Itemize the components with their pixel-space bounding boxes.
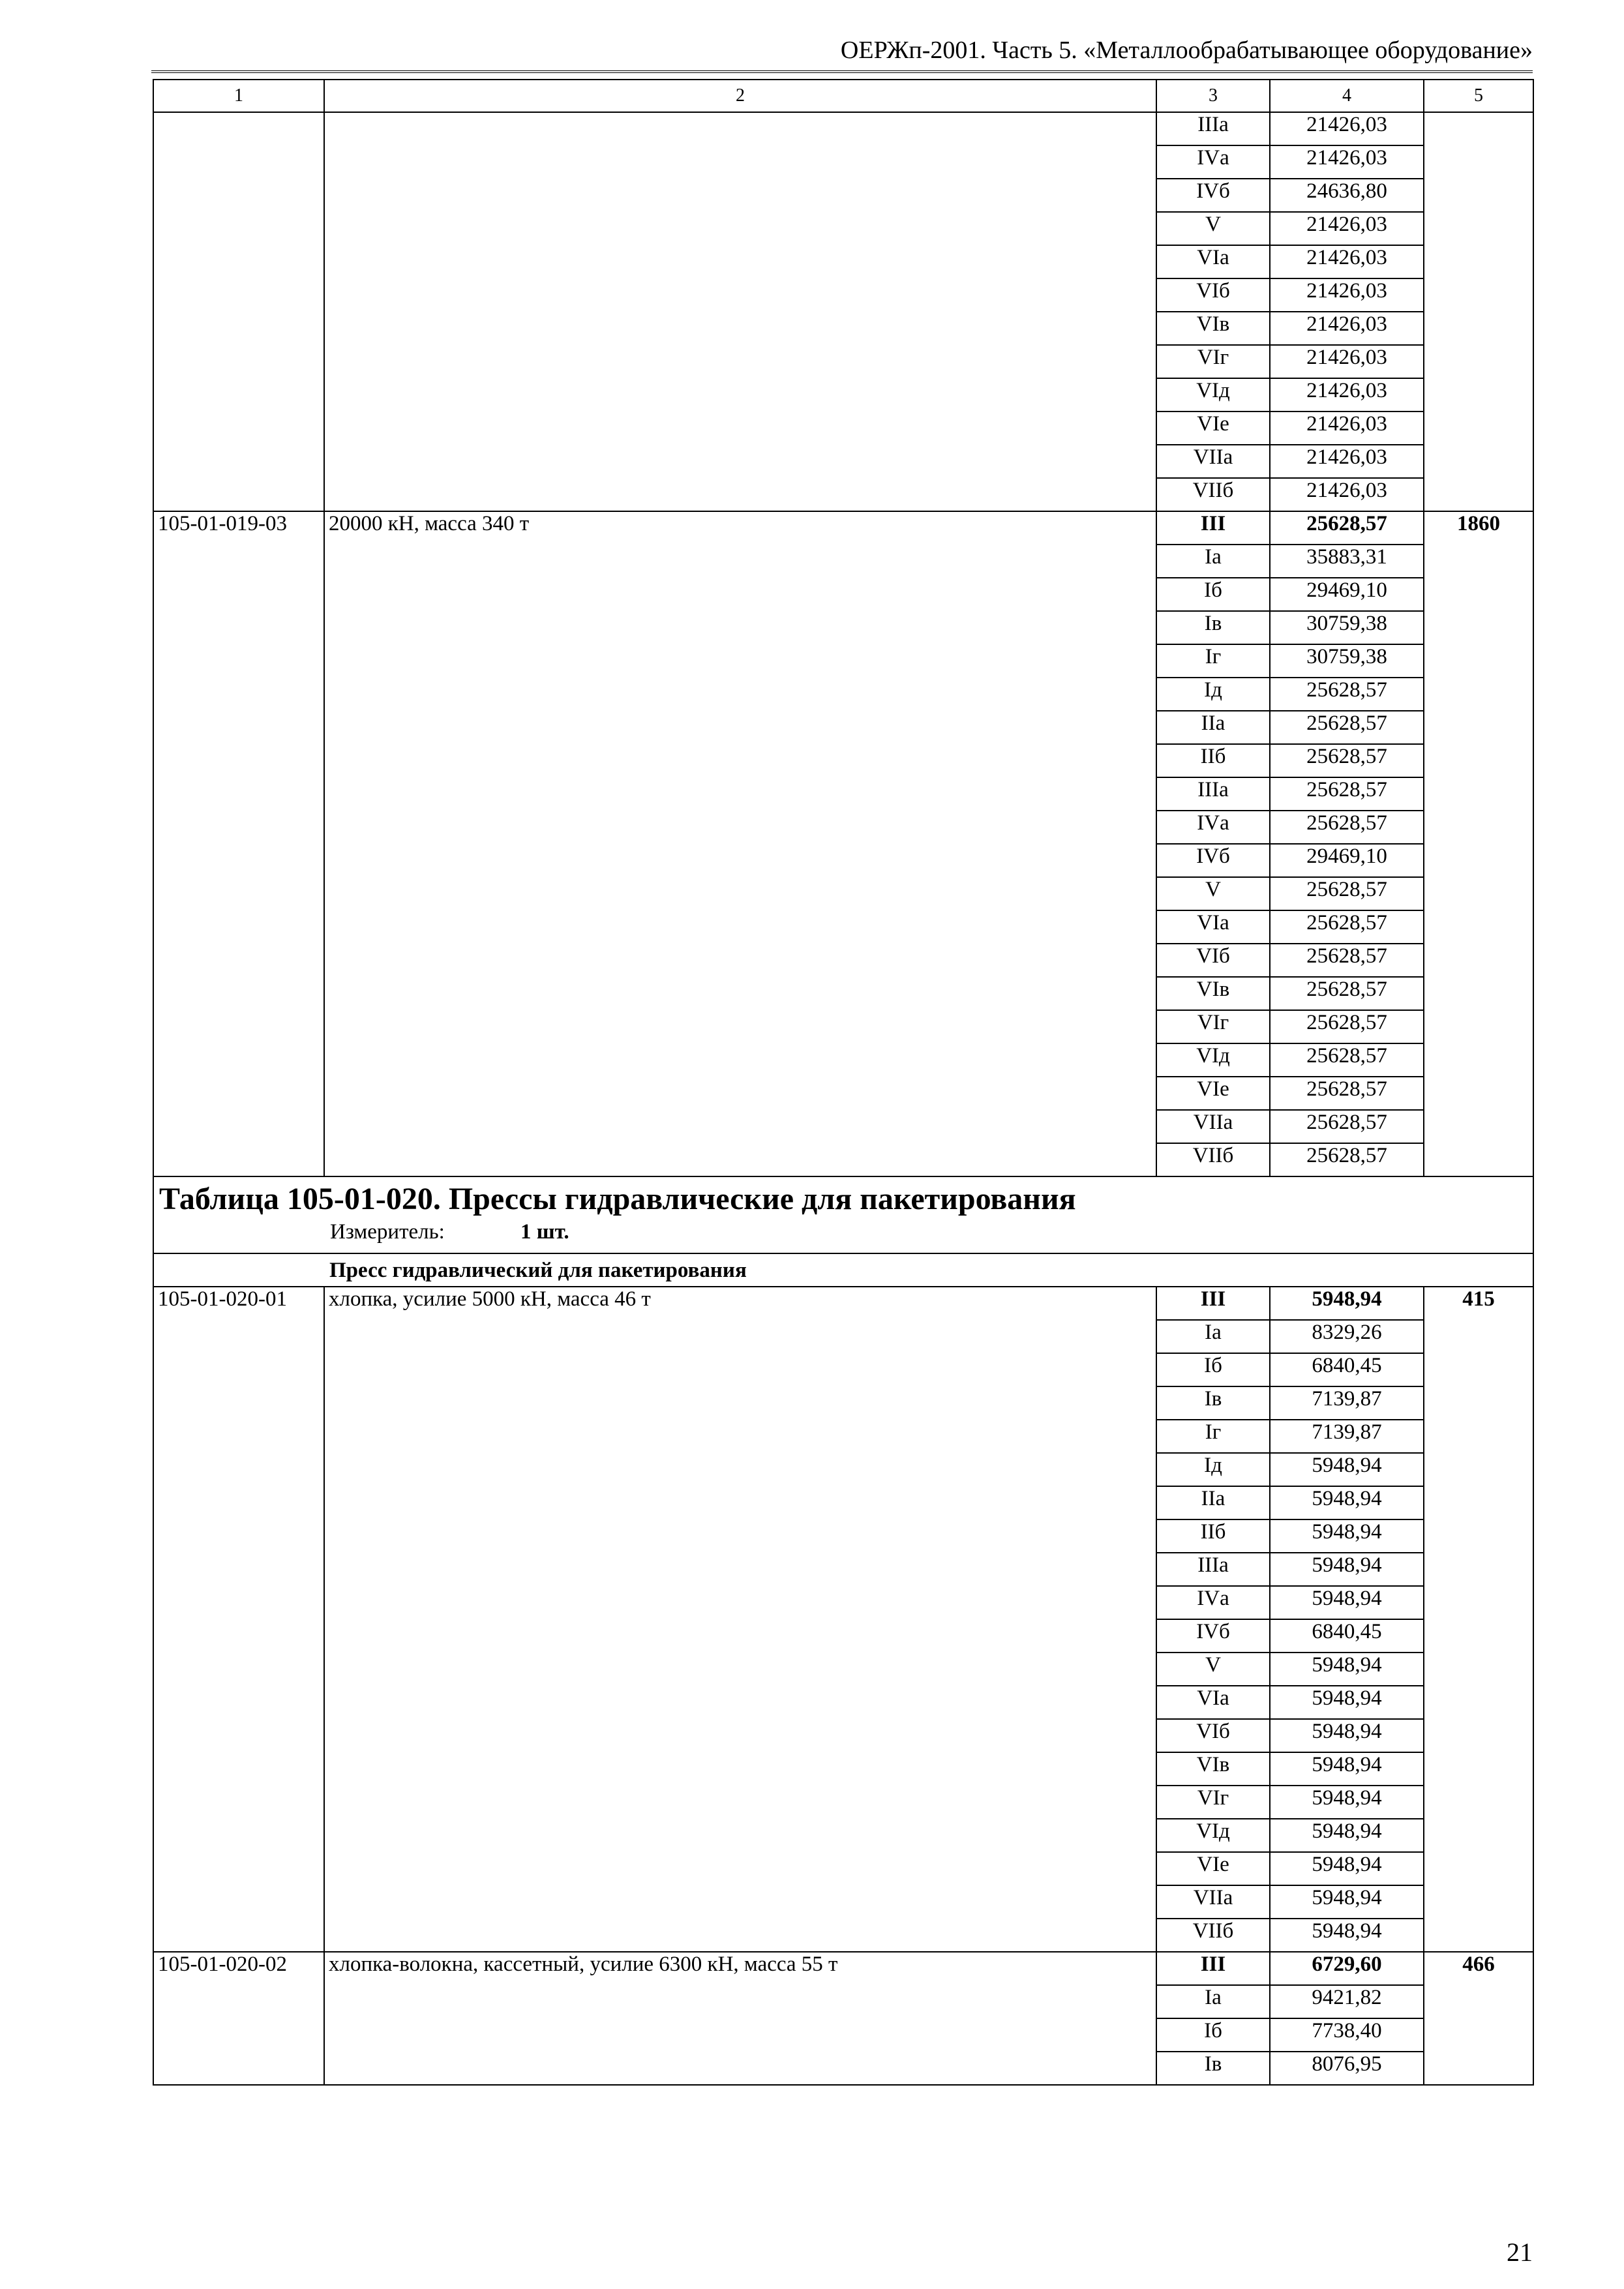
item-description: хлопка-волокна, кассетный, усилие 6300 кН, масса 55 т [324,1952,1156,2085]
price-cell: 21426,03 [1270,112,1424,145]
price-cell: 21426,03 [1270,445,1424,478]
zone-cell: VIIб [1156,1919,1270,1952]
zone-cell: Iв [1156,1386,1270,1420]
column-number-5: 5 [1424,80,1533,112]
page-number: 21 [1507,2237,1533,2267]
zone-cell: VIв [1156,1752,1270,1786]
price-cell: 5948,94 [1270,1819,1424,1852]
price-cell: 21426,03 [1270,345,1424,378]
zone-cell: IIIа [1156,112,1270,145]
price-cell: 7139,87 [1270,1386,1424,1420]
price-cell: 5948,94 [1270,1553,1424,1586]
zone-cell: IIб [1156,744,1270,777]
zone-cell: Iд [1156,1453,1270,1486]
price-cell: 9421,82 [1270,1985,1424,2018]
zone-cell: VIв [1156,977,1270,1010]
table-title-cell [153,1176,1533,1253]
price-cell: 5948,94 [1270,1719,1424,1752]
price-cell: 21426,03 [1270,478,1424,511]
price-cell: 8076,95 [1270,2052,1424,2085]
zone-cell: III [1156,1287,1270,1320]
table-row [153,112,1533,145]
item-description: хлопка, усилие 5000 кН, масса 46 т [324,1287,1156,1952]
zone-cell: III [1156,1952,1270,1985]
item-code: 105-01-020-01 [153,1287,324,1952]
price-cell: 7738,40 [1270,2018,1424,2052]
zone-cell: III [1156,511,1270,545]
zone-cell: Iг [1156,1420,1270,1453]
zone-cell: IVа [1156,811,1270,844]
zone-cell: IIIа [1156,777,1270,811]
zone-cell: IVа [1156,1586,1270,1619]
price-cell: 5948,94 [1270,1653,1424,1686]
item-code [153,112,324,511]
zone-cell: IIб [1156,1519,1270,1553]
price-cell: 5948,94 [1270,1686,1424,1719]
price-cell: 21426,03 [1270,378,1424,411]
zone-cell: VIг [1156,1786,1270,1819]
zone-cell: VIа [1156,910,1270,944]
price-cell: 8329,26 [1270,1320,1424,1353]
price-cell: 5948,94 [1270,1453,1424,1486]
subheading: Пресс гидравлический для пакетирования [324,1253,1533,1287]
extra-value: 466 [1424,1952,1533,2085]
table-row [153,1952,1533,1985]
zone-cell: IVб [1156,1619,1270,1653]
zone-cell: IVб [1156,844,1270,877]
price-cell: 21426,03 [1270,145,1424,179]
price-cell: 6840,45 [1270,1619,1424,1653]
zone-cell: V [1156,212,1270,245]
subheading-row [153,1253,1533,1287]
price-cell: 25628,57 [1270,711,1424,744]
zone-cell: IIа [1156,711,1270,744]
zone-cell: VIг [1156,345,1270,378]
price-cell: 25628,57 [1270,1143,1424,1176]
price-cell: 5948,94 [1270,1752,1424,1786]
zone-cell: VIе [1156,1852,1270,1885]
price-cell: 5948,94 [1270,1852,1424,1885]
price-cell: 25628,57 [1270,944,1424,977]
extra-value: 415 [1424,1287,1533,1952]
zone-cell: Iа [1156,1985,1270,2018]
page-header: ОЕРЖп-2001. Часть 5. «Металлообрабатывающее оборудование» [151,34,1533,73]
zone-cell: Iв [1156,611,1270,644]
zone-cell: VIб [1156,944,1270,977]
column-number-1: 1 [153,80,324,112]
price-cell: 21426,03 [1270,312,1424,345]
price-cell: 6840,45 [1270,1353,1424,1386]
zone-cell: VIа [1156,245,1270,278]
zone-cell: Iб [1156,578,1270,611]
price-cell: 35883,31 [1270,545,1424,578]
zone-cell: V [1156,877,1270,910]
price-cell: 7139,87 [1270,1420,1424,1453]
zone-cell: IVб [1156,179,1270,212]
price-cell: 25628,57 [1270,777,1424,811]
price-cell: 25628,57 [1270,977,1424,1010]
zone-cell: V [1156,1653,1270,1686]
column-number-4: 4 [1270,80,1424,112]
zone-cell: IIIа [1156,1553,1270,1586]
zone-cell: VIб [1156,278,1270,312]
price-cell: 30759,38 [1270,611,1424,644]
extra-value [1424,112,1533,511]
zone-cell: IIа [1156,1486,1270,1519]
zone-cell: VIв [1156,312,1270,345]
zone-cell: VIе [1156,411,1270,445]
table-title-row [153,1176,1533,1253]
price-cell: 25628,57 [1270,910,1424,944]
zone-cell: VIа [1156,1686,1270,1719]
zone-cell: Iг [1156,644,1270,678]
zone-cell: VIIа [1156,445,1270,478]
price-cell: 21426,03 [1270,278,1424,312]
price-cell: 5948,94 [1270,1786,1424,1819]
item-code: 105-01-019-03 [153,511,324,1176]
table-title: Таблица 105-01-020. Прессы гидравлические для пакетирования [159,1182,1076,1216]
zone-cell: Iб [1156,2018,1270,2052]
zone-cell: VIг [1156,1010,1270,1043]
price-cell: 24636,80 [1270,179,1424,212]
zone-cell: IVа [1156,145,1270,179]
price-cell: 25628,57 [1270,811,1424,844]
price-cell: 25628,57 [1270,1077,1424,1110]
zone-cell: Iа [1156,545,1270,578]
column-number-2: 2 [324,80,1156,112]
price-cell: 5948,94 [1270,1586,1424,1619]
price-cell: 21426,03 [1270,245,1424,278]
zone-cell: Iа [1156,1320,1270,1353]
price-cell: 25628,57 [1270,1043,1424,1077]
price-cell: 5948,94 [1270,1519,1424,1553]
zone-cell: VIд [1156,1819,1270,1852]
price-cell: 6729,60 [1270,1952,1424,1985]
price-cell: 29469,10 [1270,578,1424,611]
zone-cell: VIд [1156,378,1270,411]
price-cell: 30759,38 [1270,644,1424,678]
zone-cell: VIIа [1156,1885,1270,1919]
price-cell: 21426,03 [1270,212,1424,245]
zone-cell: Iв [1156,2052,1270,2085]
zone-cell: VIIб [1156,1143,1270,1176]
item-code: 105-01-020-02 [153,1952,324,2085]
zone-cell: VIд [1156,1043,1270,1077]
zone-cell: VIе [1156,1077,1270,1110]
measure-line [159,1218,1527,1246]
zone-cell: VIIа [1156,1110,1270,1143]
price-table [153,79,1534,2086]
table-row [153,1287,1533,1320]
measure-value: 1 шт. [520,1220,569,1244]
price-cell: 25628,57 [1270,511,1424,545]
price-cell: 25628,57 [1270,1010,1424,1043]
zone-cell: VIIб [1156,478,1270,511]
price-cell: 25628,57 [1270,1110,1424,1143]
price-cell: 5948,94 [1270,1919,1424,1952]
subheading-spacer [153,1253,324,1287]
price-cell: 25628,57 [1270,877,1424,910]
zone-cell: Iд [1156,678,1270,711]
item-description [324,112,1156,511]
extra-value: 1860 [1424,511,1533,1176]
price-cell: 5948,94 [1270,1287,1424,1320]
price-cell: 25628,57 [1270,678,1424,711]
item-description: 20000 кН, масса 340 т [324,511,1156,1176]
zone-cell: VIб [1156,1719,1270,1752]
column-number-row [153,80,1533,112]
price-cell: 5948,94 [1270,1486,1424,1519]
zone-cell: Iб [1156,1353,1270,1386]
column-number-3: 3 [1156,80,1270,112]
price-cell: 25628,57 [1270,744,1424,777]
measure-label: Измеритель: [330,1220,445,1244]
price-cell: 21426,03 [1270,411,1424,445]
table-row [153,511,1533,545]
price-cell: 29469,10 [1270,844,1424,877]
price-cell: 5948,94 [1270,1885,1424,1919]
